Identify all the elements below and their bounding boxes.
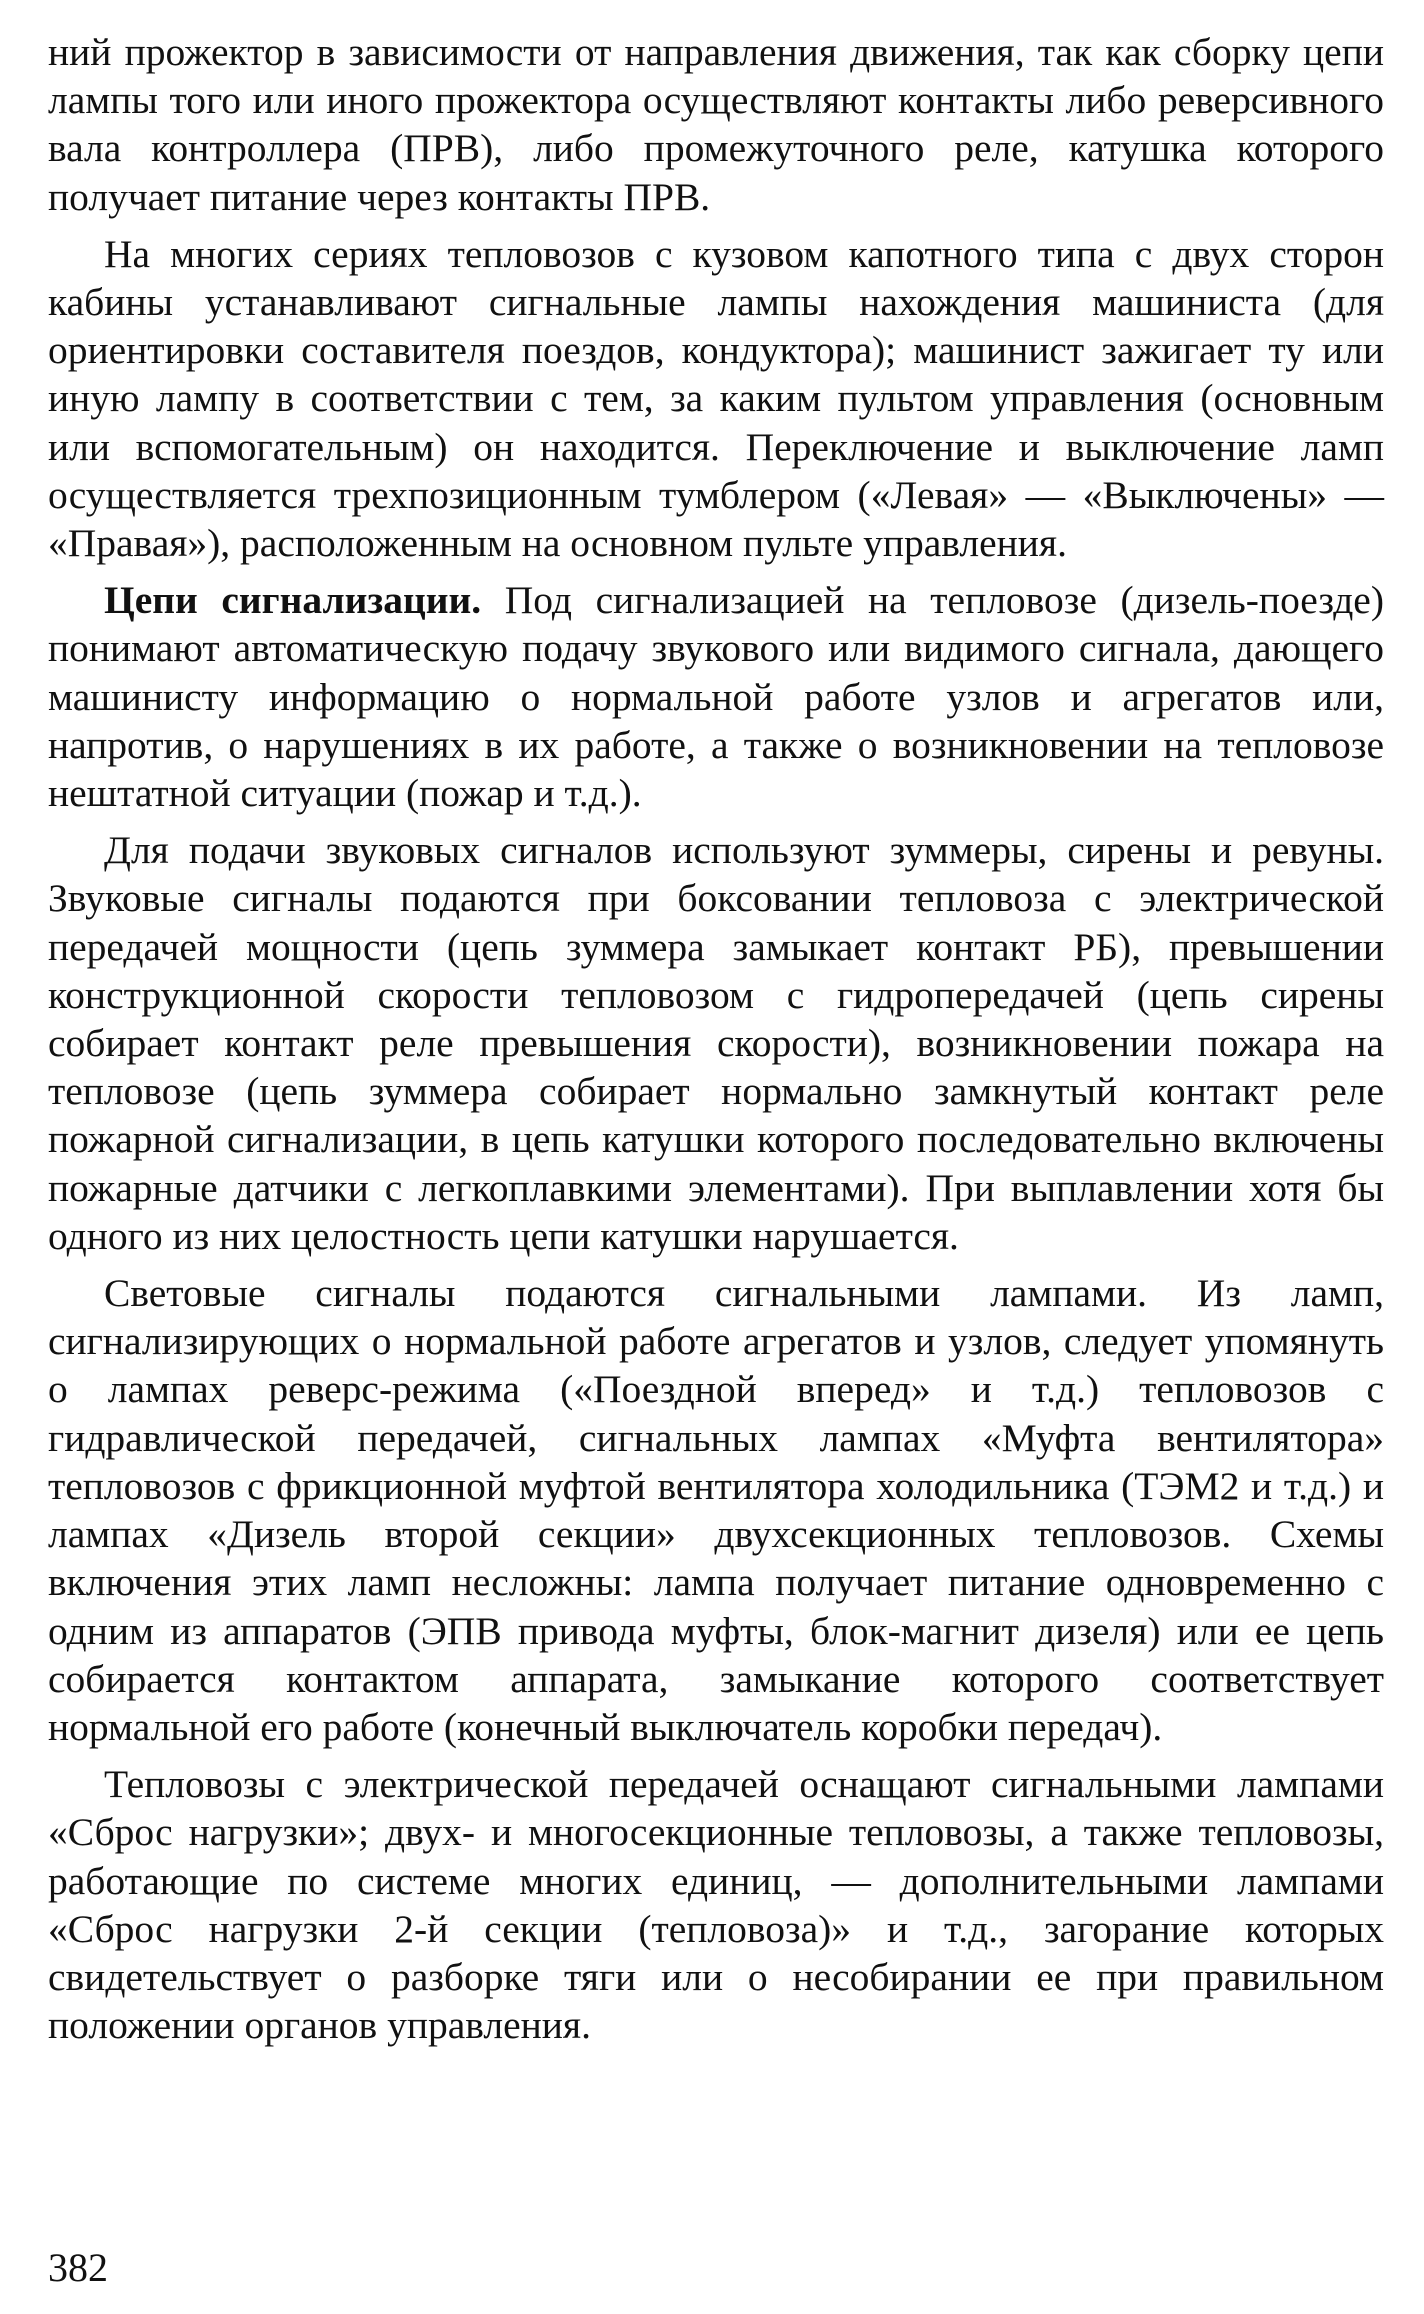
- page-number: 382: [48, 2245, 108, 2290]
- paragraph-2-text: На многих сериях тепловозов с кузовом капотного типа с двух сторон кабины устанавливают сигнальные лампы нахождения машиниста (для ориентировки составителя поездов, кондуктора); машинист зажигает ту или иную лампу в соответствии с тем, за каким пультом управления (основным или вспомогательным) он находится. Переключение и выключение ламп осуществляется трехпозиционным тумблером («Левая» — «Выключены» — «Правая»), расположенным на основном пульте управления.: [48, 231, 1384, 566]
- paragraph-6: [48, 1760, 1384, 2049]
- paragraph-1: [48, 28, 1384, 221]
- paragraph-4: [48, 826, 1384, 1260]
- paragraph-4-text: Для подачи звуковых сигналов используют зуммеры, сирены и ревуны. Звуковые сигналы подаются при боксовании тепловоза с электрической передачей мощности (цепь зуммера замыкает контакт РБ), превышении конструкционной скорости тепловозом с гидропередачей (цепь сирены собирает контакт реле превышения скорости), возникновении пожара на тепловозе (цепь зуммера собирает нормально замкнутый контакт реле пожарной сигнализации, в цепь катушки которого последовательно включены пожарные датчики с легкоплавкими элементами). При выплавлении хотя бы одного из них целостность цепи катушки нарушается.: [48, 828, 1384, 1258]
- paragraph-1-text: ний прожектор в зависимости от направления движения, так как сборку цепи лампы того или иного прожектора осуществляют контакты либо реверсивного вала контроллера (ПРВ), либо промежуточного реле, катушка которого получает питание через контакты ПРВ.: [48, 30, 1384, 219]
- paragraph-3-text: Под сигнализацией на тепловозе (дизель-поезде) понимают автоматическую подачу звукового или видимого сигнала, дающего машинисту информацию о нормальной работе узлов и агрегатов или, напротив, о нарушениях в их работе, а также о возникновении на тепловозе нештатной ситуации (пожар и т.д.).: [48, 578, 1384, 816]
- paragraph-2: [48, 230, 1384, 567]
- paragraph-3: [48, 576, 1384, 817]
- section-heading-signal-circuits: Цепи сигнализации.: [104, 578, 482, 623]
- body-text: [48, 28, 1384, 2049]
- paragraph-5-text: Световые сигналы подаются сигнальными лампами. Из ламп, сигнализирующих о нормальной работе агрегатов и узлов, следует упомянуть о лампах реверс-режима («Поездной вперед» и т.д.) тепловозов с гидравлической передачей, сигнальных лампах «Муфта вентилятора» тепловозов с фрикционной муфтой вентилятора холодильника (ТЭМ2 и т.д.) и лампах «Дизель второй секции» двухсекционных тепловозов. Схемы включения этих ламп несложны: лампа получает питание одновременно с одним из аппаратов (ЭПВ привода муфты, блок-магнит дизеля) или ее цепь собирается контактом аппарата, замыкание которого соответствует нормальной его работе (конечный выключатель коробки передач).: [48, 1271, 1384, 1749]
- paragraph-6-text: Тепловозы с электрической передачей оснащают сигнальными лампами «Сброс нагрузки»; двух- и многосекционные тепловозы, а также тепловозы, работающие по системе многих единиц, — дополнительными лампами «Сброс нагрузки 2-й секции (тепловоза)» и т.д., загорание которых свидетельствует о разборке тяги или о несобирании ее при правильном положении органов управления.: [48, 1762, 1384, 2048]
- paragraph-5: [48, 1269, 1384, 1751]
